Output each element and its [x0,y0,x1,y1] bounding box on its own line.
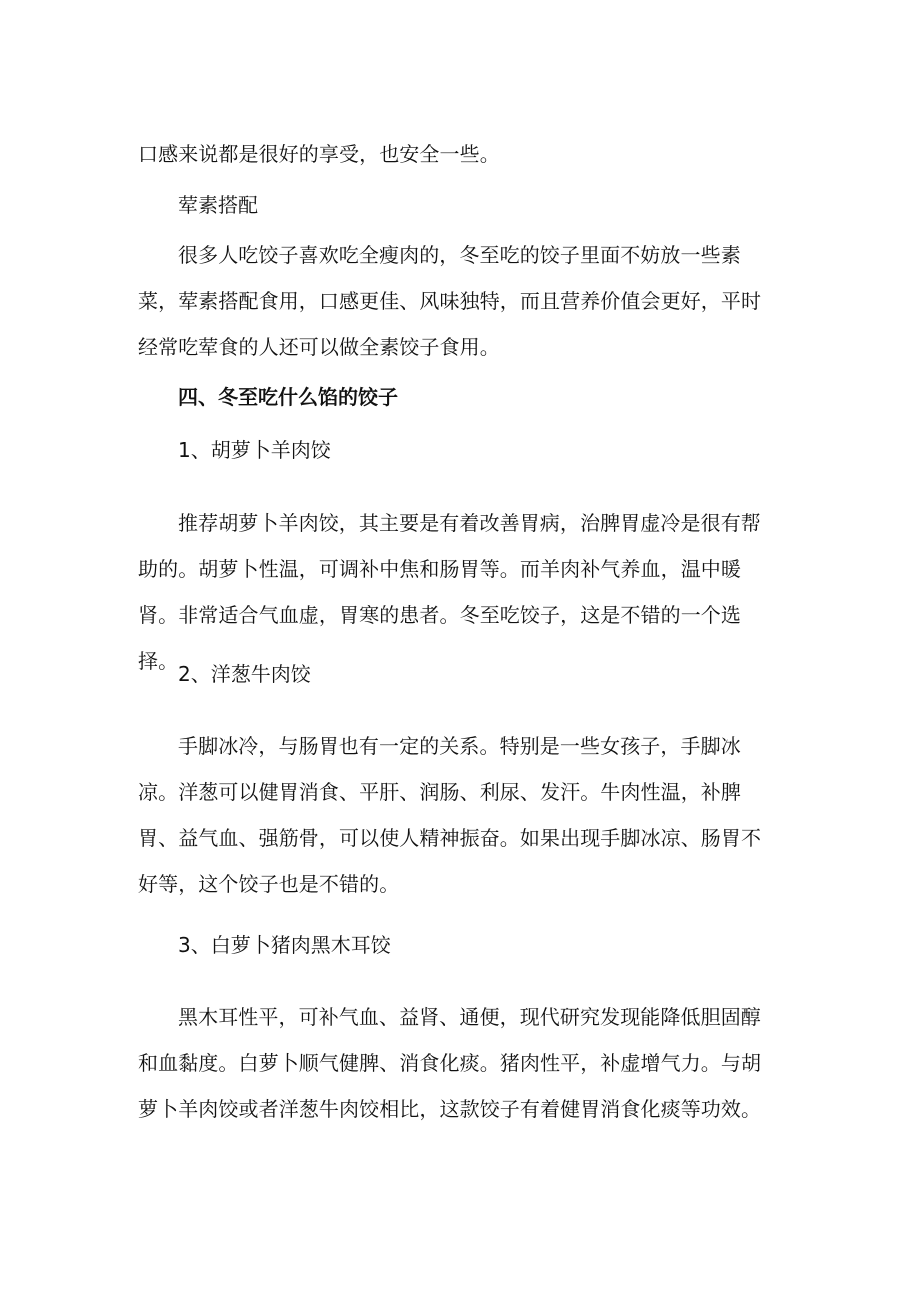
paragraph-item-2: 手脚冰冷，与肠胃也有一定的关系。特别是一些女孩子，手脚冰凉。洋葱可以健胃消食、平肝、润肠、利尿、发汗。牛肉性温，补脾胃、益气血、强筋骨，可以使人精神振奋。如果出现手脚冰凉、肠胃不好等，这个饺子也是不错的。 [138,734,762,896]
paragraph-item-1: 推荐胡萝卜羊肉饺，其主要是有着改善胃病，治脾胃虚冷是很有帮助的。胡萝卜性温，可调补中焦和肠胃等。而羊肉补气养血，温中暖肾。非常适合气血虚，胃寒的患者。冬至吃饺子，这是不错的一个选择。 [138,511,761,673]
paragraph-meat-veg-mix: 很多人吃饺子喜欢吃全瘦肉的，冬至吃的饺子里面不妨放一些素菜，荤素搭配食用，口感更佳、风味独特，而且营养价值会更好，平时经常吃荤食的人还可以做全素饺子食用。 [138,243,762,359]
paragraph-item-3: 黑木耳性平，可补气血、益肾、通便，现代研究发现能降低胆固醇和血黏度。白萝卜顺气健脾、消食化痰。猪肉性平，补虚增气力。与胡萝卜羊肉饺或者洋葱牛肉饺相比，这款饺子有着健胃消食化痰等功效。 [138,1005,762,1121]
item-heading-3: 3、白萝卜猪肉黑木耳饺 [178,933,391,957]
item-heading-1: 1、胡萝卜羊肉饺 [178,438,331,462]
item-heading-2: 2、洋葱牛肉饺 [178,662,311,686]
subheading-meat-veg-mix: 荤素搭配 [178,193,258,217]
paragraph-continuation: 口感来说都是很好的享受，也安全一些。 [138,142,500,166]
section-heading-4: 四、冬至吃什么馅的饺子 [178,385,398,409]
